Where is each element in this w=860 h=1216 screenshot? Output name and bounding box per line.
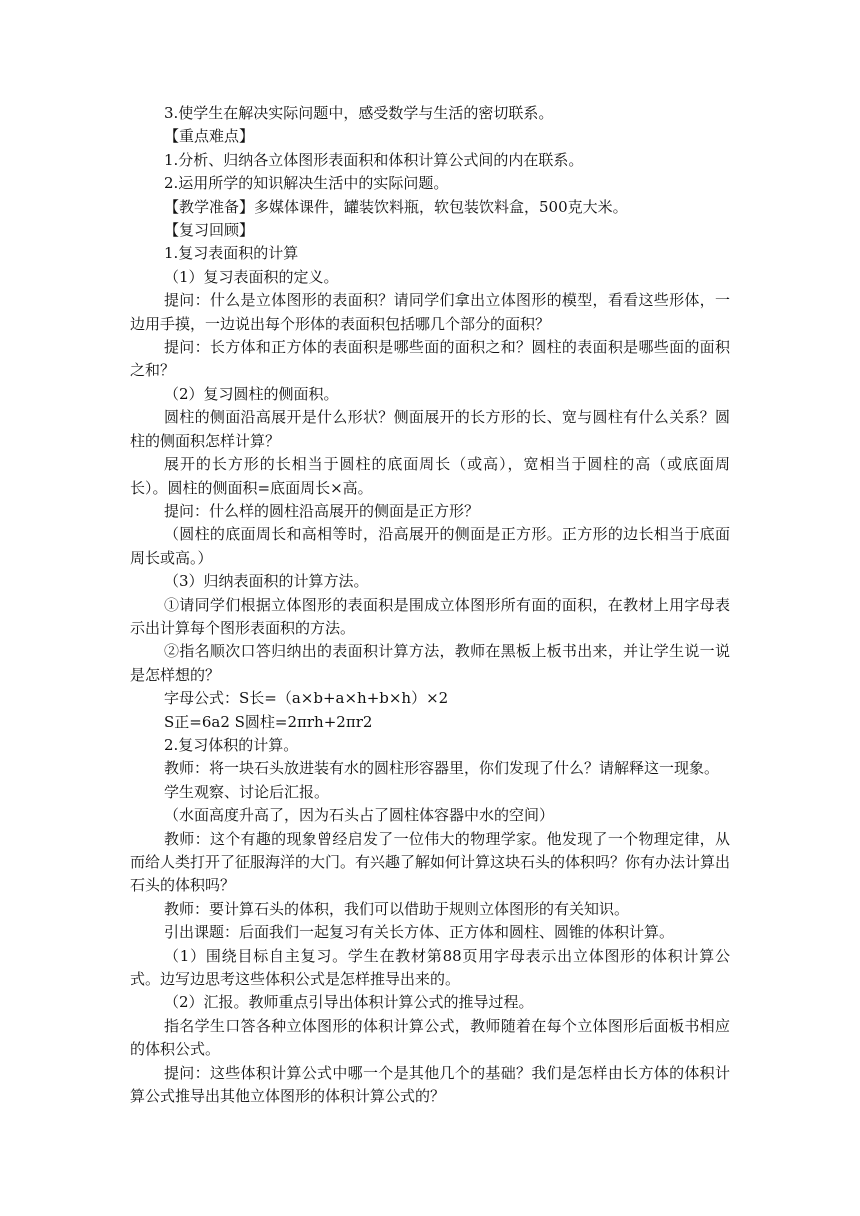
subheading-lateral-area: （2）复习圆柱的侧面积。 bbox=[164, 384, 339, 403]
teaching-preparation: 【教学准备】多媒体课件，罐装饮料瓶，软包装饮料盒，500克大米。 bbox=[164, 197, 628, 216]
key-point-1: 1.分析、归纳各立体图形表面积和体积计算公式间的内在联系。 bbox=[164, 150, 584, 169]
subheading-summarize-methods: （3）归纳表面积的计算方法。 bbox=[164, 572, 369, 591]
question-square-lateral: 提问：什么样的圆柱沿高展开的侧面是正方形？ bbox=[164, 501, 480, 520]
oral-volume-formulas: 指名学生口答各种立体图形的体积计算公式，教师随着在每个立体图形后面板书相应的体积公式。 bbox=[130, 1016, 730, 1059]
introduce-topic: 引出课题：后面我们一起复习有关长方体、正方体和圆柱、圆锥的体积计算。 bbox=[164, 923, 675, 942]
formula-cuboid: 字母公式：S长=（a×b+a×h+b×h）×2 bbox=[164, 689, 449, 708]
teacher-stone-question: 教师：将一块石头放进装有水的圆柱形容器里，你们发现了什么？请解释这一现象。 bbox=[164, 759, 720, 778]
students-report: 学生观察、讨论后汇报。 bbox=[164, 782, 330, 801]
paragraph-lateral-answer: 展开的长方形的长相当于圆柱的底面周长（或高），宽相当于圆柱的高（或底面周长）。圆柱的侧面积=底面周长×高。 bbox=[130, 455, 730, 497]
water-rise-answer: （水面高度升高了，因为石头占了圆柱体容器中水的空间） bbox=[164, 806, 555, 825]
step-2-oral-answer: ②指名顺次口答归纳出的表面积计算方法，教师在黑板上板书出来，并让学生说一说是怎样想的？ bbox=[130, 642, 730, 684]
review-volume-heading: 2.复习体积的计算。 bbox=[164, 735, 299, 754]
formula-cube-cylinder: S正=6a2 S圆柱=2πrh+2πr2 bbox=[164, 712, 373, 731]
self-review-step: （1）围绕目标自主复习。学生在教材第88页用字母表示出立体图形的体积计算公式。边写边思考这些体积公式是怎样推导出来的。 bbox=[130, 946, 730, 989]
section-heading-key-points: 【重点难点】 bbox=[164, 127, 255, 146]
question-surface-area: 提问：什么是立体图形的表面积？请同学们拿出立体图形的模型，看看这些形体，一边用手摸，一边说出每个形体的表面积包括哪几个部分的面积？ bbox=[130, 291, 730, 333]
teacher-physicist: 教师：这个有趣的现象曾经启发了一位伟大的物理学家。他发现了一个物理定律，从而给人类打开了征服海洋的大门。有兴趣了解如何计算这块石头的体积吗？你有办法计算出石头的体积吗？ bbox=[130, 829, 731, 895]
question-face-sum: 提问：长方体和正方体的表面积是哪些面的面积之和？圆柱的表面积是哪些面的面积之和？ bbox=[130, 338, 730, 380]
answer-square-lateral: （圆柱的底面周长和高相等时，沿高展开的侧面是正方形。正方形的边长相当于底面周长或高。） bbox=[130, 525, 730, 567]
teacher-regular-solids: 教师：要计算石头的体积，我们可以借助于规则立体图形的有关知识。 bbox=[164, 899, 630, 918]
key-point-2: 2.运用所学的知识解决生活中的实际问题。 bbox=[164, 174, 449, 193]
document-body bbox=[130, 102, 730, 1108]
subheading-definition: （1）复习表面积的定义。 bbox=[164, 267, 339, 286]
paragraph-lateral-shape: 圆柱的侧面沿高展开是什么形状？侧面展开的长方形的长、宽与圆柱有什么关系？圆柱的侧面积怎样计算？ bbox=[130, 408, 730, 450]
question-volume-basis: 提问：这些体积计算公式中哪一个是其他几个的基础？我们是怎样由长方体的体积计算公式推导出其他立体图形的体积计算公式的？ bbox=[130, 1063, 730, 1106]
goal-item-3: 3.使学生在解决实际问题中，感受数学与生活的密切联系。 bbox=[164, 104, 554, 122]
step-1-letters: ①请同学们根据立体图形的表面积是围成立体图形所有面的面积，在教材上用字母表示出计算每个图形表面积的方法。 bbox=[130, 595, 730, 637]
review-surface-area-heading: 1.复习表面积的计算 bbox=[164, 244, 299, 263]
report-step: （2）汇报。教师重点引导出体积计算公式的推导过程。 bbox=[164, 993, 534, 1012]
section-heading-review: 【复习回顾】 bbox=[164, 221, 255, 240]
